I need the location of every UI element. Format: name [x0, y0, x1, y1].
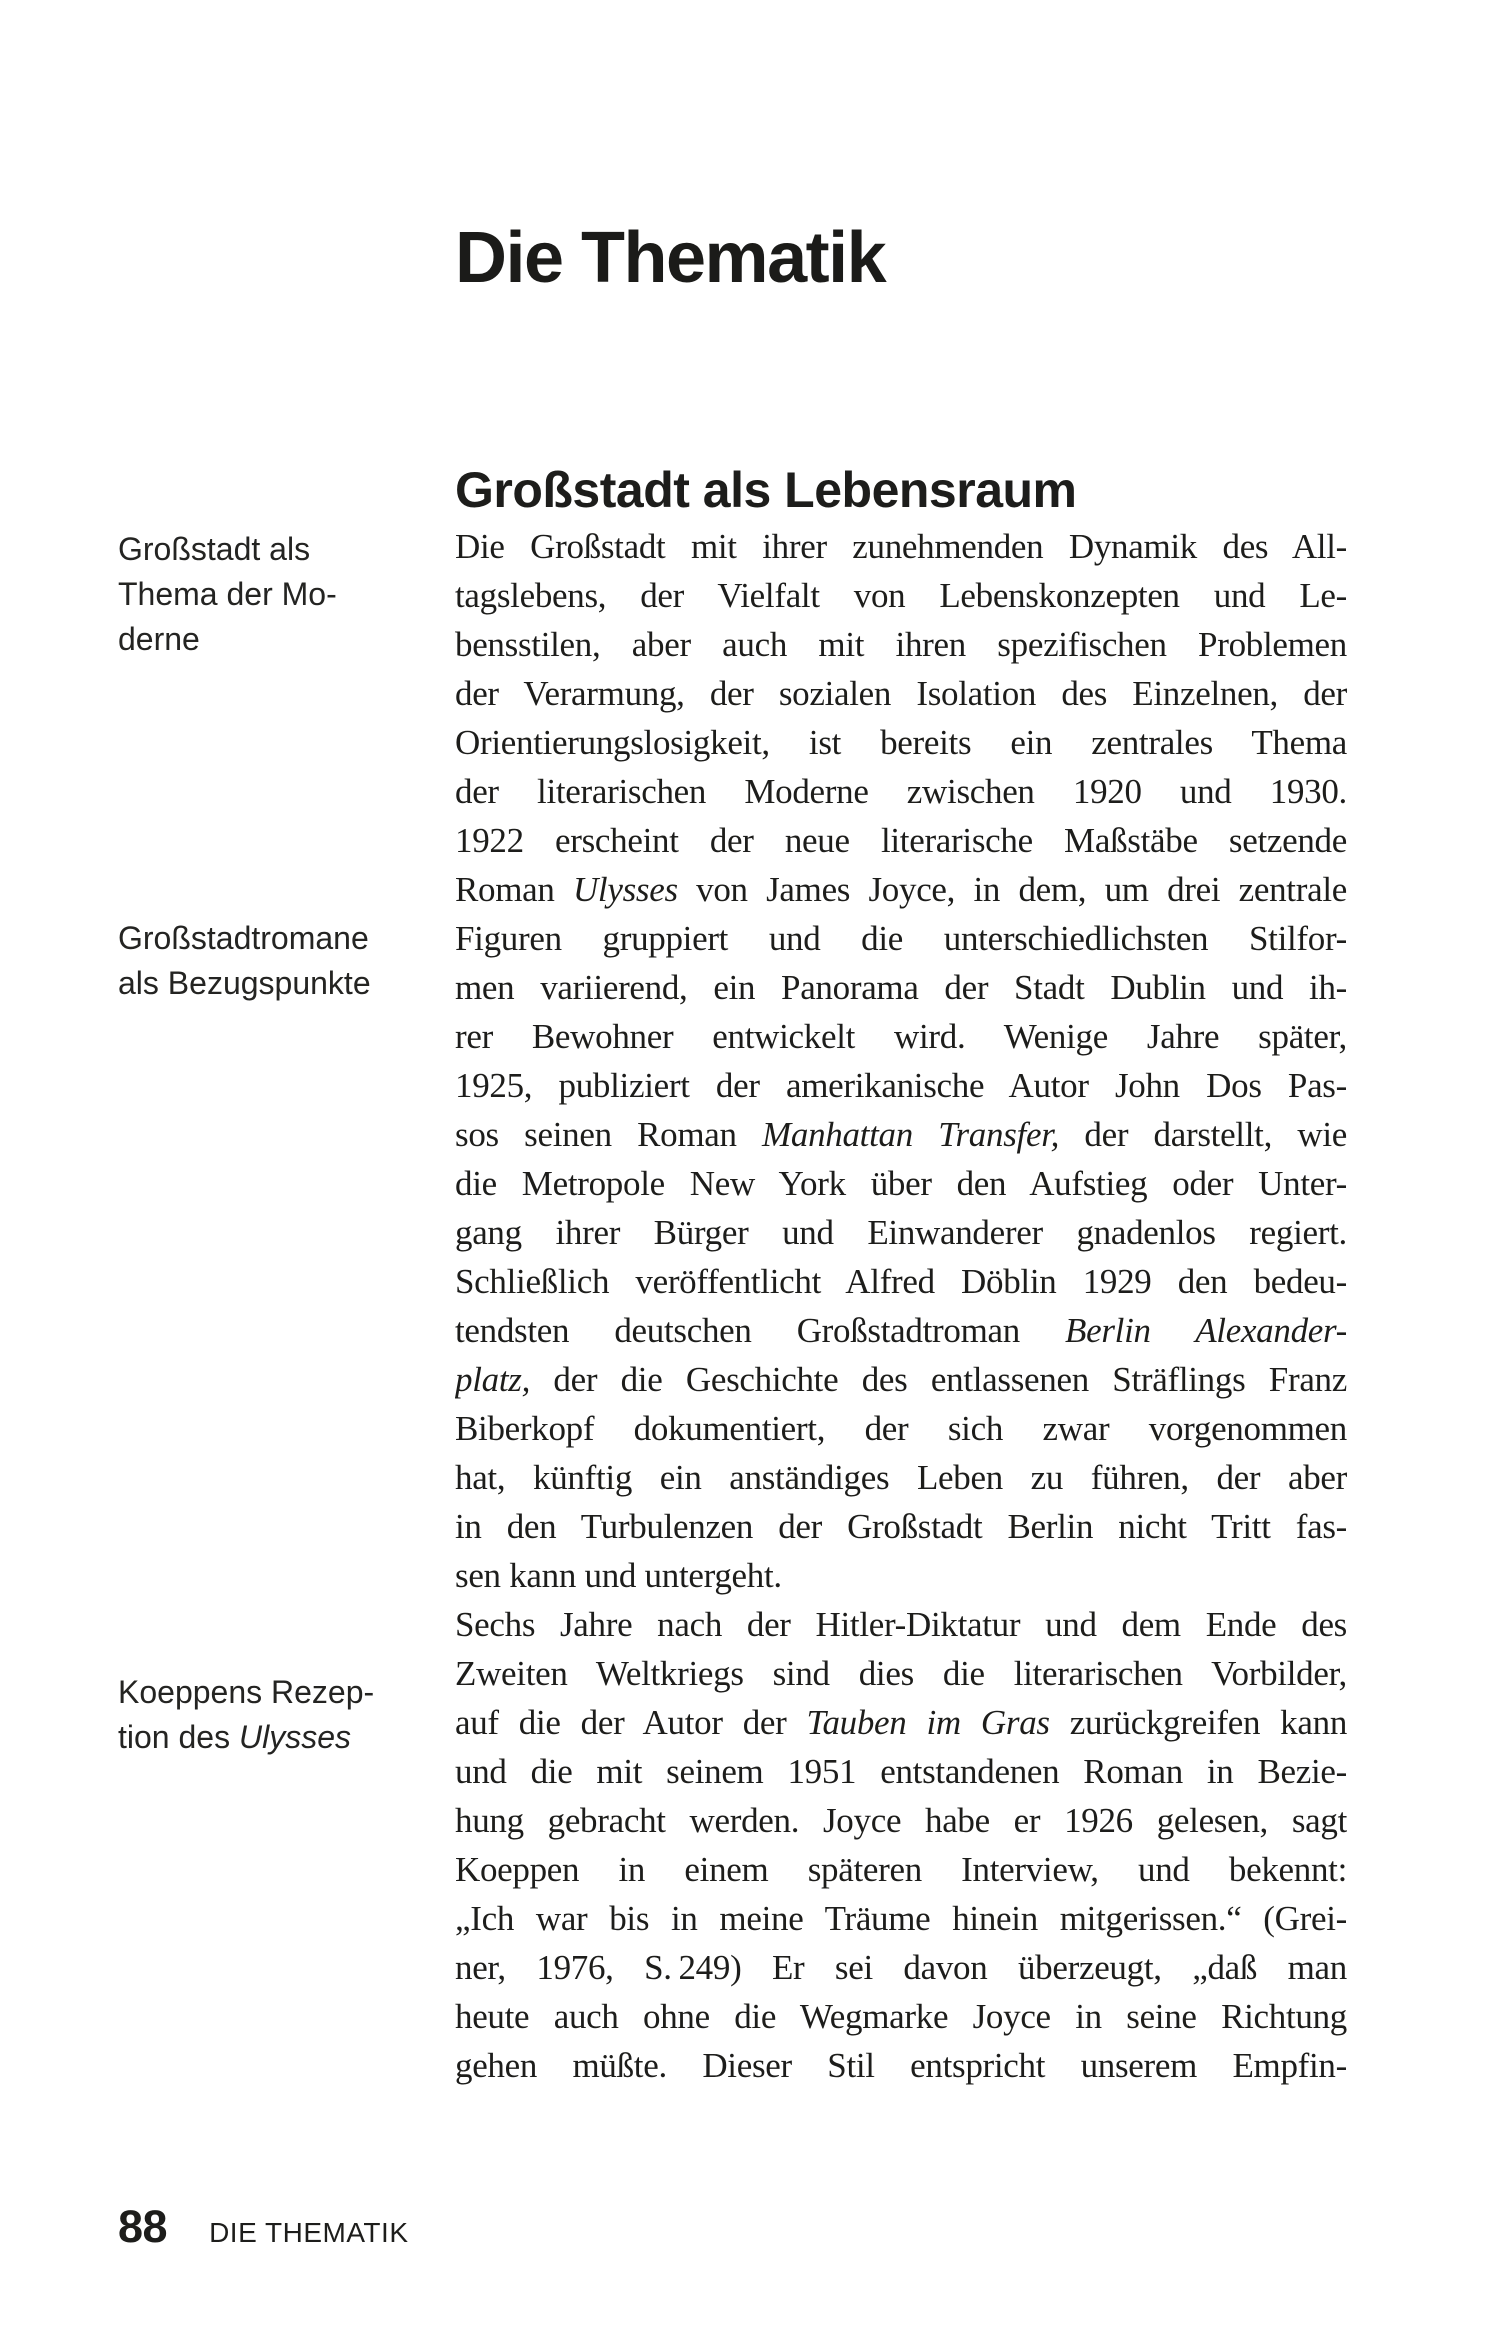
margin-note-line [118, 916, 428, 961]
text-segment: sen kann und untergeht. [455, 1556, 782, 1595]
text-segment: bensstilen, aber auch mit ihren spezifischen Problemen [455, 625, 1347, 664]
margin-note-line [118, 961, 428, 1006]
text-segment: der literarischen Moderne zwischen 1920 und 1930. [455, 772, 1347, 811]
body-line [455, 1747, 1347, 1796]
body-line [455, 914, 1347, 963]
text-segment: zurückgreifen kann [1049, 1703, 1347, 1742]
margin-note-grossstadtromane [118, 916, 428, 1006]
text-segment: 1925, publiziert der amerikanische Autor John Dos Pas- [455, 1066, 1347, 1105]
body-line [455, 1404, 1347, 1453]
body-line [455, 1502, 1347, 1551]
text-segment: heute auch ohne die Wegmarke Joyce in seine Richtung [455, 1997, 1347, 2036]
body-line [455, 1453, 1347, 1502]
body-line [455, 1257, 1347, 1306]
body-line [455, 1110, 1347, 1159]
italic-text: Tauben im Gras [806, 1703, 1050, 1742]
text-segment: und die mit seinem 1951 entstandenen Roman in Bezie- [455, 1752, 1347, 1791]
margin-note-line [118, 1715, 428, 1760]
text-segment: der die Geschichte des entlassenen Sträflings Franz [530, 1360, 1347, 1399]
text-segment: Figuren gruppiert und die unterschiedlichsten Stilfor- [455, 919, 1347, 958]
text-segment: der darstellt, wie [1059, 1115, 1347, 1154]
text-segment: Koeppen in einem späteren Interview, und bekennt: [455, 1850, 1347, 1889]
body-line [455, 1894, 1347, 1943]
body-line [455, 963, 1347, 1012]
page-footer [118, 2203, 409, 2251]
body-column [455, 522, 1347, 2090]
text-segment: 1922 erscheint der neue literarische Maßstäbe setzende [455, 821, 1347, 860]
text-segment: Orientierungslosigkeit, ist bereits ein zentrales Thema [455, 723, 1347, 762]
page-number: 88 [118, 2201, 168, 2252]
body-line [455, 571, 1347, 620]
italic-text: Ulysses [238, 1719, 351, 1755]
body-line [455, 1600, 1347, 1649]
body-line [455, 1796, 1347, 1845]
text-segment: „Ich war bis in meine Träume hinein mitgerissen.“ (Grei- [455, 1899, 1347, 1938]
body-line [455, 1992, 1347, 2041]
text-segment: auf die der Autor der [455, 1703, 807, 1742]
body-line [455, 865, 1347, 914]
body-line [455, 718, 1347, 767]
text-segment: rer Bewohner entwickelt wird. Wenige Jahre später, [455, 1017, 1347, 1056]
section-heading: Großstadt als Lebensraum [455, 461, 1077, 518]
body-line [455, 767, 1347, 816]
body-line [455, 1208, 1347, 1257]
margin-note-line [118, 1670, 428, 1715]
text-segment: tagslebens, der Vielfalt von Lebenskonzepten und Le- [455, 576, 1347, 615]
margin-note-koeppens-rezeption [118, 1670, 428, 1760]
italic-text: Berlin Alexander- [1065, 1311, 1347, 1350]
text-segment: men variierend, ein Panorama der Stadt Dublin und ih- [455, 968, 1347, 1007]
body-line [455, 1845, 1347, 1894]
text-segment: Thema der Mo- [118, 576, 337, 612]
italic-text: platz, [455, 1360, 531, 1399]
text-segment: Schließlich veröffentlicht Alfred Döblin 1929 den bedeu- [455, 1262, 1347, 1301]
text-segment: gehen müßte. Dieser Stil entspricht unserem Empfin- [455, 2046, 1347, 2085]
text-segment: Großstadtromane [118, 920, 369, 956]
text-segment: Koeppens Rezep- [118, 1674, 375, 1710]
text-segment: Zweiten Weltkriegs sind dies die literarischen Vorbilder, [455, 1654, 1347, 1693]
chapter-title: Die Thematik [455, 218, 886, 299]
body-line [455, 522, 1347, 571]
text-segment: Die Großstadt mit ihrer zunehmenden Dynamik des All- [455, 527, 1347, 566]
body-line [455, 1649, 1347, 1698]
body-line [455, 1698, 1347, 1747]
margin-note-line [118, 617, 428, 662]
text-segment: ner, 1976, S. 249) Er sei davon überzeugt, „daß man [455, 1948, 1347, 1987]
text-segment: tendsten deutschen Großstadtroman [455, 1311, 1066, 1350]
body-line [455, 669, 1347, 718]
text-segment: tion des [118, 1719, 239, 1755]
body-line [455, 1012, 1347, 1061]
body-line [455, 816, 1347, 865]
text-segment: die Metropole New York über den Aufstieg oder Unter- [455, 1164, 1347, 1203]
body-line [455, 1943, 1347, 1992]
text-segment: Sechs Jahre nach der Hitler-Diktatur und dem Ende des [455, 1605, 1347, 1644]
body-line [455, 620, 1347, 669]
text-segment: von James Joyce, in dem, um drei zentrale [677, 870, 1347, 909]
body-line [455, 1551, 1347, 1600]
text-segment: Biberkopf dokumentiert, der sich zwar vorgenommen [455, 1409, 1347, 1448]
italic-text: Ulysses [572, 870, 678, 909]
text-segment: sos seinen Roman [455, 1115, 763, 1154]
text-segment: hat, künftig ein anständiges Leben zu führen, der aber [455, 1458, 1347, 1497]
margin-note-grossstadt-thema [118, 527, 428, 662]
margin-note-line [118, 572, 428, 617]
body-line [455, 1061, 1347, 1110]
text-segment: derne [118, 621, 200, 657]
body-line [455, 2041, 1347, 2090]
italic-text: Manhattan Transfer, [762, 1115, 1060, 1154]
text-segment: Roman [455, 870, 573, 909]
margin-note-line [118, 527, 428, 572]
text-segment: hung gebracht werden. Joyce habe er 1926 gelesen, sagt [455, 1801, 1347, 1840]
text-segment: in den Turbulenzen der Großstadt Berlin nicht Tritt fas- [455, 1507, 1347, 1546]
text-segment: Großstadt als [118, 531, 311, 567]
text-segment: gang ihrer Bürger und Einwanderer gnadenlos regiert. [455, 1213, 1347, 1252]
body-line [455, 1355, 1347, 1404]
text-segment: als Bezugspunkte [118, 965, 371, 1001]
text-segment: der Verarmung, der sozialen Isolation des Einzelnen, der [455, 674, 1347, 713]
running-title: DIE THEMATIK [209, 2217, 409, 2248]
body-line [455, 1306, 1347, 1355]
body-line [455, 1159, 1347, 1208]
